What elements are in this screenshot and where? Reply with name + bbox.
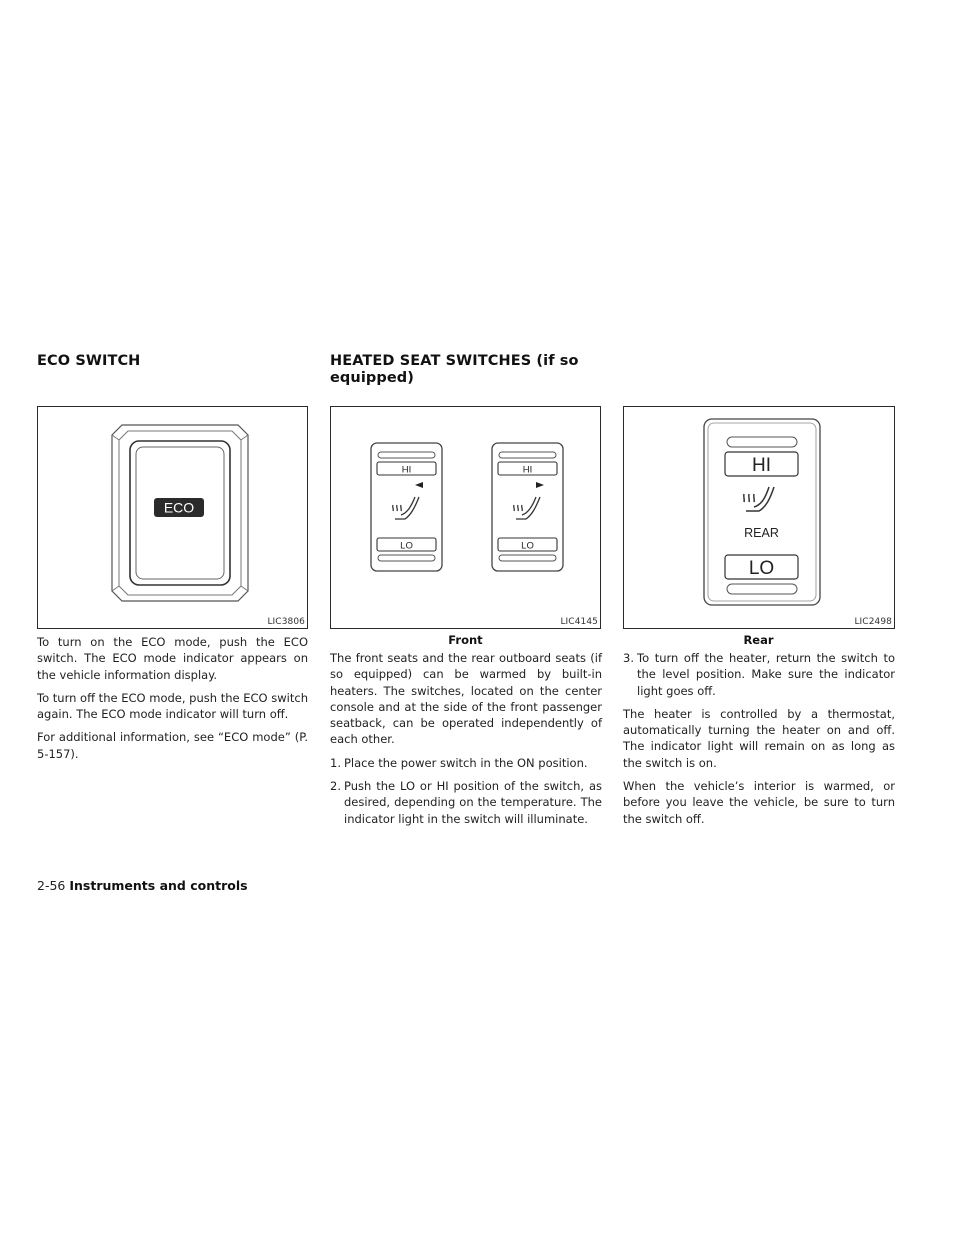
section-title: Instruments and controls [69,878,248,893]
column-heated-seat-text [330,650,602,834]
step-text: Push the LO or HI position of the switch, as desired, depending on the temperature. The indicator light in the switch will illuminate. [344,779,602,826]
figure-code-front: LIC4145 [560,617,598,627]
rear-switch-illustration [624,407,896,630]
paragraph: The front seats and the rear outboard seats (if so equipped) can be warmed by built-in heaters. The switches, located on the center console and at the side of the front passenger seatback, can be operated independently of each other. [330,651,602,747]
paragraph: To turn off the ECO mode, push the ECO switch again. The ECO mode indicator will turn off. [37,690,308,722]
heading-eco-switch: ECO SWITCH [37,353,141,369]
step-item [330,778,602,827]
svg-text:REAR: REAR [744,526,779,540]
figure-rear-heated-seat [623,406,895,629]
svg-text:HI: HI [401,464,412,476]
step-item [623,650,895,699]
step-number: 3. [623,651,634,665]
svg-text:LO: LO [748,558,775,579]
step-number: 2. [330,779,341,794]
paragraph-cross-reference: For additional information, see “ECO mode” (P. 5-157). [37,730,308,761]
page-footer [37,878,248,893]
svg-text:HI: HI [752,455,771,476]
svg-text:HI: HI [522,464,533,476]
figure-code-rear: LIC2498 [854,617,892,627]
front-switches-illustration [331,407,602,630]
figure-eco-switch [37,406,308,629]
paragraph: The heater is controlled by a thermostat, automatically turning the heater on and off. The indicator light will remain on as long as the switch is on. [623,706,895,770]
step-text: To turn off the heater, return the switch to the level position. Make sure the indicator light goes off. [637,651,895,698]
step-item [330,755,602,771]
column-heated-seat-text-continued [623,650,895,834]
column-eco-text [37,634,308,769]
heading-heated-seat-switches: HEATED SEAT SWITCHES (if so equipped) [330,353,579,386]
figure-front-heated-seat [330,406,601,629]
figure-code-eco: LIC3806 [267,617,305,627]
caption-front: Front [448,633,483,647]
eco-switch-illustration [38,407,309,630]
eco-label-text: ECO [163,499,195,516]
svg-text:LO: LO [521,540,534,552]
paragraph: When the vehicle’s interior is warmed, or before you leave the vehicle, be sure to turn the switch off. [623,779,895,826]
step-text: Place the power switch in the ON position. [344,755,588,770]
step-number: 1. [330,755,341,770]
caption-rear: Rear [743,633,774,647]
paragraph: To turn on the ECO mode, push the ECO switch. The ECO mode indicator appears on the vehicle information display. [37,635,308,682]
svg-text:LO: LO [400,540,413,552]
page-number: 2-56 [37,878,66,893]
